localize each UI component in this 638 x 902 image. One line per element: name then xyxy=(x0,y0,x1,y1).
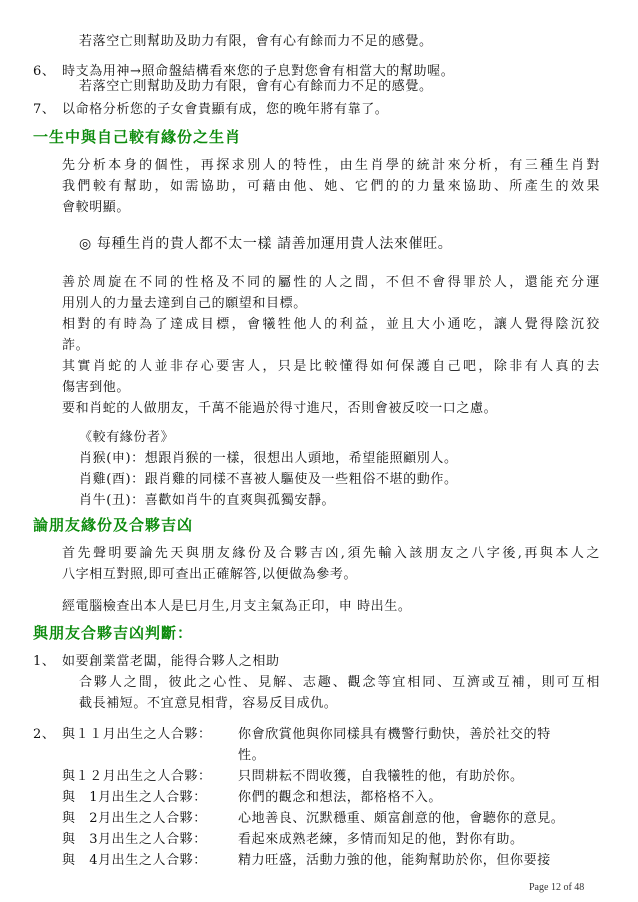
paragraph-line: 截長補短。不宜意見相背，容易反目成仇。 xyxy=(79,696,338,711)
paragraph-line: 詐。 xyxy=(62,338,90,353)
list-number: 6、 xyxy=(33,64,56,79)
list-item-title: 如要創業當老闆，能得合夥人之相助 xyxy=(62,654,280,669)
paragraph-line: 合夥人之間，彼此之心性、見解、志趣、觀念等宜相同、互濟或互補，則可互相 xyxy=(79,675,600,690)
row-text: 心地善良、沉默穩重、頗富創意的他，會聽你的意見。 xyxy=(238,811,565,826)
list-item: 肖雞(酉)：跟肖雞的同樣不喜被人驅使及一些粗俗不堪的動作。 xyxy=(79,472,458,487)
paragraph-line: 傷害到他。 xyxy=(62,380,131,395)
paragraph-line: 以命格分析您的子女會貴顯有成，您的晚年將有靠了。 xyxy=(62,102,389,117)
paragraph-line: 相對的有時為了達成目標，會犧牲他人的利益，並且大小通吃，讓人覺得陰沉狡 xyxy=(62,317,600,332)
row-text: 只問耕耘不問收獲，自我犧牲的他，有助於你。 xyxy=(238,769,524,784)
paragraph-line: 八字相互對照,即可查出正確解答,以便做為參考。 xyxy=(62,567,358,582)
paragraph-line: 時支為用神→照命盤結構看來您的子息對您會有相當大的幫助喔。 xyxy=(62,64,455,79)
list-number: 7、 xyxy=(33,102,56,117)
row-text: 你們的觀念和想法，都格格不入。 xyxy=(238,790,443,805)
row-label: 與 2月出生之人合夥： xyxy=(62,811,207,826)
paragraph-line: 若落空亡則幫助及助力有限，會有心有餘而力不足的感覺。 xyxy=(79,34,433,49)
paragraph-line: 用別人的力量去達到自己的願望和目標。 xyxy=(62,296,307,311)
list-title: 《較有緣份者》 xyxy=(79,430,175,445)
paragraph-line: 其實肖蛇的人並非存心要害人，只是比較懂得如何保護自己吧，除非有人真的去 xyxy=(62,359,600,374)
list-number: 2、 xyxy=(33,727,56,742)
row-text-continued: 性。 xyxy=(238,748,266,763)
row-label: 與 1月出生之人合夥： xyxy=(62,790,207,805)
row-label: 與 3月出生之人合夥： xyxy=(62,832,207,847)
row-text: 看起來成熟老練，多情而知足的他，對你有助。 xyxy=(238,832,524,847)
paragraph-line: 經電腦檢查出本人是巳月生,月支主氣為正印，申 時出生。 xyxy=(62,599,412,614)
paragraph-line: 要和肖蛇的人做朋友，千萬不能過於得寸進尺，否則會被反咬一口之慮。 xyxy=(62,401,498,416)
row-text: 你會欣賞他與你同樣具有機警行動快，善於社交的特 xyxy=(238,727,551,742)
paragraph-line: 我們較有幫助，如需協助，可藉由他、她、它們的的力量來協助、所產生的效果 xyxy=(62,179,600,194)
note-line: ◎ 每種生肖的貴人都不太一樣 請善加運用貴人法來催旺。 xyxy=(79,236,453,252)
section-heading: 與朋友合夥吉凶判斷： xyxy=(33,624,194,642)
row-text: 精力旺盛，活動力強的他，能夠幫助於你，但你要接 xyxy=(238,853,551,868)
section-heading: 論朋友緣份及合夥吉凶 xyxy=(33,516,194,534)
list-item: 肖猴(申)：想跟肖猴的一樣，很想出人頭地，希望能照顧別人。 xyxy=(79,451,458,466)
section-heading: 一生中與自己較有緣份之生肖 xyxy=(33,128,242,146)
paragraph-line: 先分析本身的個性，再探求別人的特性，由生肖學的統計來分析，有三種生肖對 xyxy=(62,158,600,173)
row-label: 與１１月出生之人合夥： xyxy=(62,727,212,742)
paragraph-line: 首先聲明要論先天與朋友緣份及合夥吉凶,須先輸入該朋友之八字後,再與本人之 xyxy=(62,546,600,561)
row-label: 與１２月出生之人合夥： xyxy=(62,769,212,784)
paragraph-line: 若落空亡則幫助及助力有限，會有心有餘而力不足的感覺。 xyxy=(79,79,433,94)
paragraph-line: 會較明顯。 xyxy=(62,200,131,215)
page-number: Page 12 of 48 xyxy=(529,882,585,893)
list-item: 肖牛(丑)：喜歡如肖牛的直爽與孤獨安靜。 xyxy=(79,493,336,508)
list-number: 1、 xyxy=(33,654,56,669)
row-label: 與 4月出生之人合夥： xyxy=(62,853,207,868)
paragraph-line: 善於周旋在不同的性格及不同的屬性的人之間，不但不會得罪於人，還能充分運 xyxy=(62,275,600,290)
